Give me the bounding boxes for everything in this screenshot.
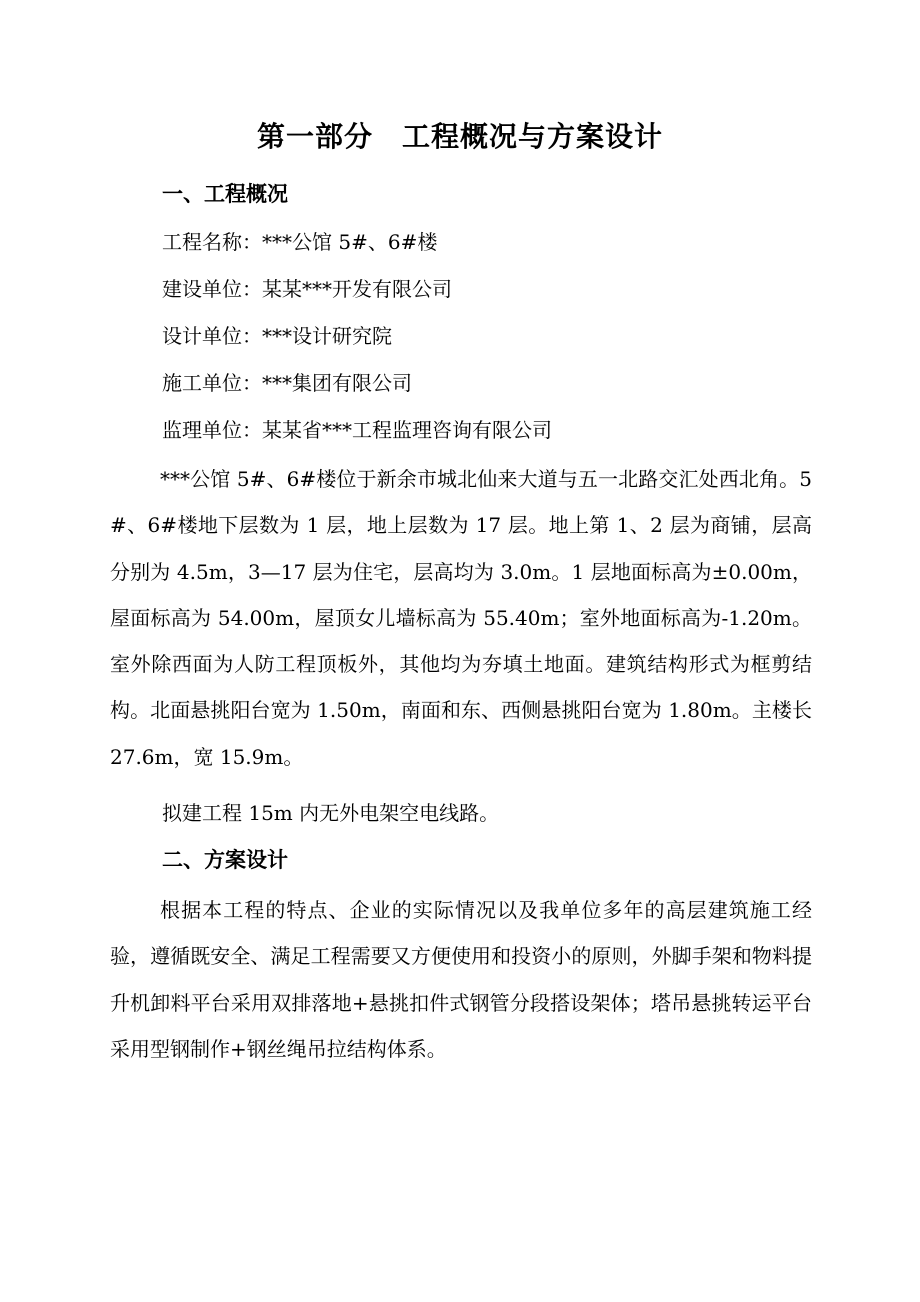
info-developer: 建设单位：某某***开发有限公司 <box>162 277 452 301</box>
info-designer: 设计单位：***设计研究院 <box>162 324 392 348</box>
page-title: 第一部分 工程概况与方案设计 <box>256 120 663 153</box>
design-description-paragraph: 根据本工程的特点、企业的实际情况以及我单位多年的高层建筑施工经验，遵循既安全、满足工程需要又方便使用和投资小的原则，外脚手架和物料提升机卸料平台采用双排落地+悬挑扣件式钢管分段搭设架体；塔吊悬挑转运平台采用型钢制作+钢丝绳吊拉结构体系。 <box>110 898 812 1061</box>
info-contractor: 施工单位：***集团有限公司 <box>162 371 412 395</box>
info-project-name: 工程名称：***公馆 5#、6#楼 <box>162 230 438 254</box>
section-heading-design: 二、方案设计 <box>162 848 288 872</box>
power-line-note: 拟建工程 15m 内无外电架空电线路。 <box>162 801 500 825</box>
info-supervisor: 监理单位：某某省***工程监理咨询有限公司 <box>162 418 552 442</box>
project-description-paragraph: ***公馆 5#、6#楼位于新余市城北仙来大道与五一北路交汇处西北角。5#、6#楼地下层数为 1 层，地上层数为 17 层。地上第 1、2 层为商铺，层高分别为 4.5m，3—17 层为住宅，层高均为 3.0m。1 层地面标高为±0.00m，屋面标高为 54.00m，屋顶女儿墙标高为 55.40m；室外地面标高为-1.20m。室外除西面为人防工程顶板外，其他均为夯填土地面。建筑结构形式为框剪结构。北面悬挑阳台宽为 1.50m，南面和东、西侧悬挑阳台宽为 1.80m。主楼长 27.6m，宽 15.9m。 <box>110 467 812 769</box>
section-heading-overview: 一、工程概况 <box>162 182 288 206</box>
